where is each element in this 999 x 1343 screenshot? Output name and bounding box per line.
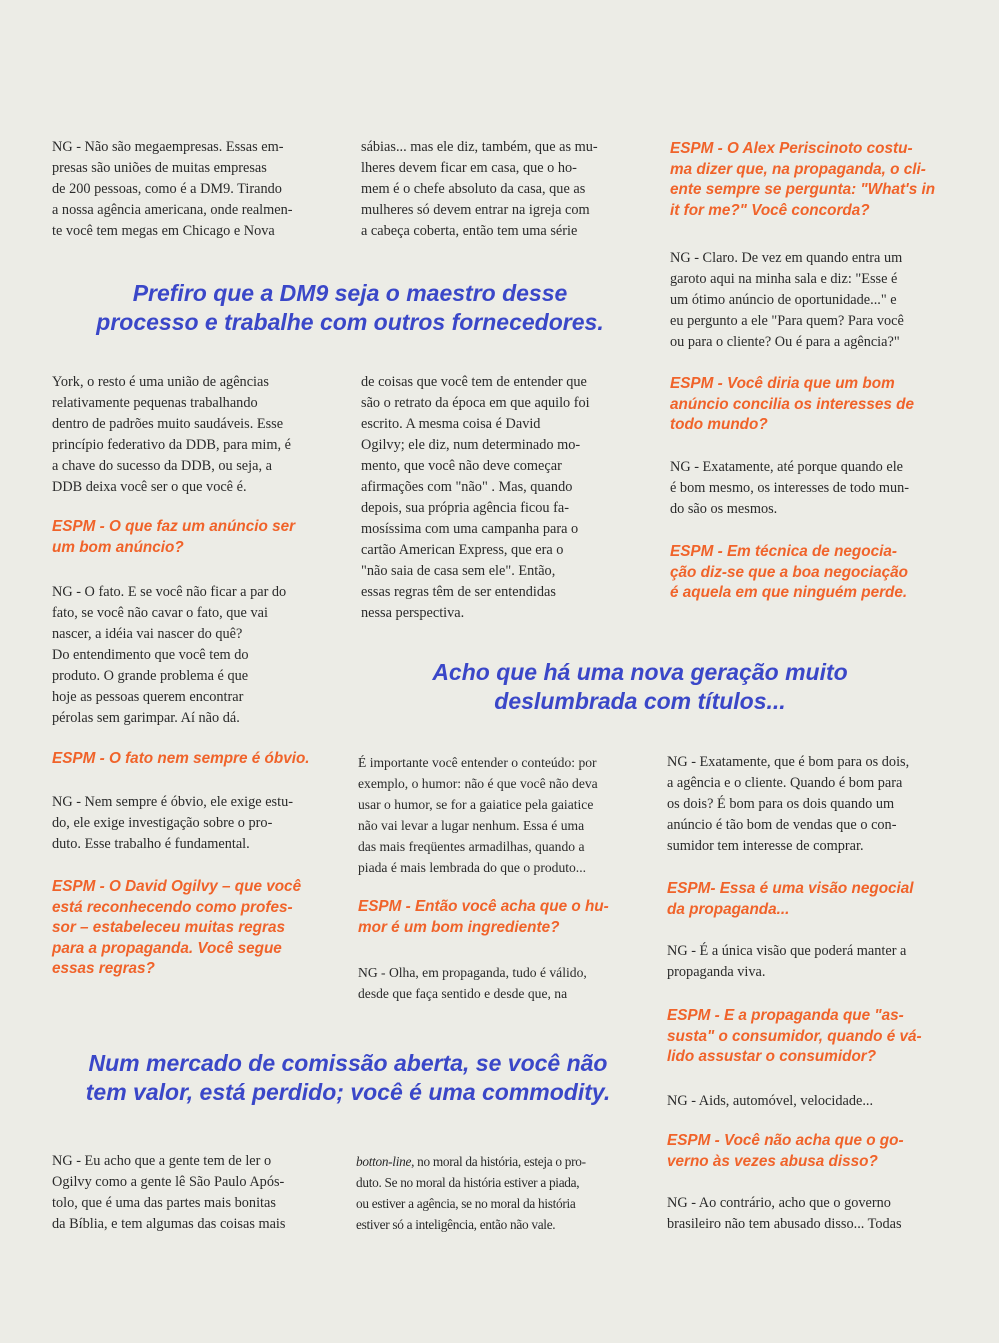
text-line: NG - Não são megaempresas. Essas em- xyxy=(52,139,284,155)
col2-answer-1-continued xyxy=(361,372,640,624)
text-line: NG - Exatamente, até porque quando ele xyxy=(670,459,904,475)
col2-answer-1 xyxy=(361,137,640,242)
text-line: piada é mais lembrada do que o produto... xyxy=(358,860,587,875)
text-line: susta" o consumidor, quando é vá- xyxy=(667,1027,922,1045)
text-line: sor – estabeleceu muitas regras xyxy=(52,919,285,936)
col1-answer-4 xyxy=(52,1151,330,1235)
italic-term: botton-line xyxy=(356,1154,412,1169)
text-line: de coisas que você tem de entender que xyxy=(361,374,587,390)
text-line: não vai levar a lugar nenhum. Essa é uma xyxy=(358,818,585,833)
text-line: DDB deixa você ser o que você é. xyxy=(52,479,247,495)
text-line: Num mercado de comissão aberta, se você não xyxy=(88,1050,608,1076)
text-line: ou estiver a agência, se no moral da história xyxy=(356,1196,576,1211)
text-line: a agência e o cliente. Quando é bom para xyxy=(667,775,903,791)
text-line: presas são uniões de muitas empresas xyxy=(52,160,267,176)
text-line: lheres devem ficar em casa, que o ho- xyxy=(361,160,577,176)
text-line: mulheres só devem entrar na igreja com xyxy=(361,202,590,218)
text-line: do são os mesmos. xyxy=(670,501,778,517)
text-line: mem é o chefe absoluto da casa, que as xyxy=(361,181,586,197)
text-line: NG - Ao contrário, acho que o governo xyxy=(667,1195,891,1211)
text-line: ESPM - O fato nem sempre é óbvio. xyxy=(52,750,310,767)
col3-answer-3 xyxy=(667,752,947,857)
text-line: anúncio concilia os interesses de xyxy=(670,395,914,413)
col1-question-1 xyxy=(52,517,337,558)
text-line: do, ele exige investigação sobre o pro- xyxy=(52,815,273,831)
text-line: ente sempre se pergunta: "What's in xyxy=(670,181,936,198)
text-line: Ogilvy como a gente lê São Paulo Após- xyxy=(52,1174,285,1190)
text-line: brasileiro não tem abusado disso... Todas xyxy=(667,1216,902,1232)
text-line: usar o humor, se for a gaiatice pela gaiatice xyxy=(358,797,594,812)
text-line: a nossa agência americana, onde realmen- xyxy=(52,202,293,218)
text-line: NG - Exatamente, que é bom para os dois, xyxy=(667,754,910,770)
col3-question-6 xyxy=(667,1131,955,1172)
text-line: cartão American Express, que era o xyxy=(361,542,564,558)
col3-question-5 xyxy=(667,1006,955,1068)
text-line: tolo, que é uma das partes mais bonitas xyxy=(52,1195,276,1211)
text-line: lido assustar o consumidor? xyxy=(667,1048,877,1065)
col1-question-3 xyxy=(52,877,337,980)
text-line: princípio federativo da DDB, para mim, é xyxy=(52,437,291,453)
text-line: NG - Eu acho que a gente tem de ler o xyxy=(52,1153,272,1169)
text-line: escrito. A mesma coisa é David xyxy=(361,416,541,432)
text-line: ESPM- Essa é uma visão negocial xyxy=(667,880,914,897)
col3-question-2 xyxy=(670,374,955,436)
text-line: it for me?" Você concorda? xyxy=(670,201,870,219)
text-line: ESPM - Você diria que um bom xyxy=(670,375,895,392)
text-line: sábias... mas ele diz, também, que as mu- xyxy=(361,139,598,155)
text-line: exemplo, o humor: não é que você não deva xyxy=(358,776,598,791)
text-line: está reconhecendo como profes- xyxy=(52,898,293,916)
text-line: NG - Aids, automóvel, velocidade... xyxy=(667,1093,874,1109)
text-line: duto. Se no moral da história estiver a piada, xyxy=(356,1175,580,1190)
col2-answer-3-continued xyxy=(356,1151,644,1235)
text-line: "não saia de casa sem ele". Então, xyxy=(361,563,556,579)
text-line: NG - Olha, em propaganda, tudo é válido, xyxy=(358,965,587,980)
text-line: ESPM - Então você acha que o hu- xyxy=(358,898,609,915)
col1-question-2 xyxy=(52,749,337,770)
text-line: a cabeça coberta, então tem uma série xyxy=(361,223,578,239)
col3-question-3 xyxy=(670,542,955,604)
text-line: processo e trabalhe com outros fornecedores. xyxy=(96,309,604,335)
text-line: Do entendimento que você tem do xyxy=(52,647,249,663)
text-line: NG - É a única visão que poderá manter a xyxy=(667,943,907,959)
text-line: mento, que você não deve começar xyxy=(361,458,562,474)
text-line: pérolas sem garimpar. Aí não dá. xyxy=(52,710,240,726)
text-line: Prefiro que a DM9 seja o maestro desse xyxy=(132,280,568,306)
text-line: são o retrato da época em que aquilo foi xyxy=(361,395,590,411)
text-line: duto. Esse trabalho é fundamental. xyxy=(52,836,250,852)
text-line: fato, se você não cavar o fato, que vai xyxy=(52,605,268,621)
text-line: tem valor, está perdido; você é uma commodity. xyxy=(85,1079,611,1105)
col3-answer-6 xyxy=(667,1193,947,1235)
text-line: mor é um bom ingrediente? xyxy=(358,918,560,936)
text-fragment: , no moral da história, esteja o pro- xyxy=(411,1154,586,1169)
text-line: NG - Claro. De vez em quando entra um xyxy=(670,250,903,266)
text-line: um ótimo anúncio de oportunidade..." e xyxy=(670,292,897,308)
col3-answer-5 xyxy=(667,1091,947,1112)
text-line: NG - Nem sempre é óbvio, ele exige estu- xyxy=(52,794,293,810)
text-line: é aquela em que ninguém perde. xyxy=(670,584,908,601)
text-line: verno às vezes abusa disso? xyxy=(667,1152,878,1170)
text-line: eu pergunto a ele "Para quem? Para você xyxy=(670,313,904,329)
col3-answer-4 xyxy=(667,941,947,983)
text-line: para a propaganda. Você segue xyxy=(52,939,282,957)
col2-answer-2 xyxy=(358,752,643,878)
text-line: York, o resto é uma união de agências xyxy=(52,374,269,390)
text-line: ESPM - O que faz um anúncio ser xyxy=(52,518,296,535)
text-line: sumidor tem interesse de comprar. xyxy=(667,838,864,854)
text-line: produto. O grande problema é que xyxy=(52,668,249,684)
text-line: te você tem megas em Chicago e Nova xyxy=(52,223,275,239)
pull-quote-commodity xyxy=(48,1049,648,1107)
col3-question-1 xyxy=(670,139,955,221)
col2-question-1 xyxy=(358,897,643,938)
text-line: estiver só a inteligência, então não vale. xyxy=(356,1217,556,1232)
text-line: Ogilvy; ele diz, num determinado mo- xyxy=(361,437,581,453)
text-line: anúncio é tão bom de vendas que o con- xyxy=(667,817,897,833)
text-line: garoto aqui na minha sala e diz: "Esse é xyxy=(670,271,898,287)
col1-answer-2 xyxy=(52,582,330,729)
text-line: hoje as pessoas querem encontrar xyxy=(52,689,244,705)
text-line: propaganda viva. xyxy=(667,964,766,980)
text-line: desde que faça sentido e desde que, na xyxy=(358,986,568,1001)
text-line: deslumbrada com títulos... xyxy=(494,688,786,714)
text-line: ESPM - O David Ogilvy – que você xyxy=(52,878,302,895)
text-line: nascer, a idéia vai nascer do quê? xyxy=(52,626,243,642)
text-line: os dois? É bom para os dois quando um xyxy=(667,796,895,812)
text-line: um bom anúncio? xyxy=(52,538,184,556)
col1-answer-1 xyxy=(52,137,330,242)
text-line: de 200 pessoas, como é a DM9. Tirando xyxy=(52,181,282,197)
text-line: depois, sua própria agência ficou fa- xyxy=(361,500,570,516)
text-line: ma dizer que, na propaganda, o cli- xyxy=(670,160,926,178)
text-line: relativamente pequenas trabalhando xyxy=(52,395,258,411)
text-line: é bom mesmo, os interesses de todo mun- xyxy=(670,480,910,496)
col1-answer-1-continued xyxy=(52,372,330,498)
text-line: da Bíblia, e tem algumas das coisas mais xyxy=(52,1216,286,1232)
text-line: afirmações com "não" . Mas, quando xyxy=(361,479,573,495)
text-line: nessa perspectiva. xyxy=(361,605,465,621)
text-line: ção diz-se que a boa negociação xyxy=(670,563,909,581)
text-line: todo mundo? xyxy=(670,416,768,433)
text-line: ou para o cliente? Ou é para a agência?" xyxy=(670,334,900,350)
text-line: essas regras? xyxy=(52,960,155,977)
pull-quote-maestro xyxy=(50,279,650,337)
text-line: dentro de padrões muito saudáveis. Esse xyxy=(52,416,284,432)
text-line: mosíssima com uma campanha para o xyxy=(361,521,579,537)
text-line: É importante você entender o conteúdo: por xyxy=(358,755,597,770)
text-line: NG - O fato. E se você não ficar a par do xyxy=(52,584,287,600)
text-line: a chave do sucesso da DDB, ou seja, a xyxy=(52,458,272,474)
col3-answer-1 xyxy=(670,248,948,353)
col3-question-4 xyxy=(667,879,955,920)
col1-answer-3 xyxy=(52,792,330,855)
col2-answer-3 xyxy=(358,962,643,1004)
text-line: da propaganda... xyxy=(667,900,790,918)
text-line xyxy=(356,1151,644,1172)
text-line: ESPM - Em técnica de negocia- xyxy=(670,543,897,560)
pull-quote-nova-geracao xyxy=(380,658,900,716)
text-line: ESPM - Você não acha que o go- xyxy=(667,1132,904,1149)
text-line: essas regras têm de ser entendidas xyxy=(361,584,556,600)
text-line: ESPM - E a propaganda que "as- xyxy=(667,1007,904,1024)
text-line: ESPM - O Alex Periscinoto costu- xyxy=(670,140,913,157)
col3-answer-2 xyxy=(670,457,948,520)
text-line: Acho que há uma nova geração muito xyxy=(432,659,848,685)
text-line: das mais freqüentes armadilhas, quando a xyxy=(358,839,585,854)
